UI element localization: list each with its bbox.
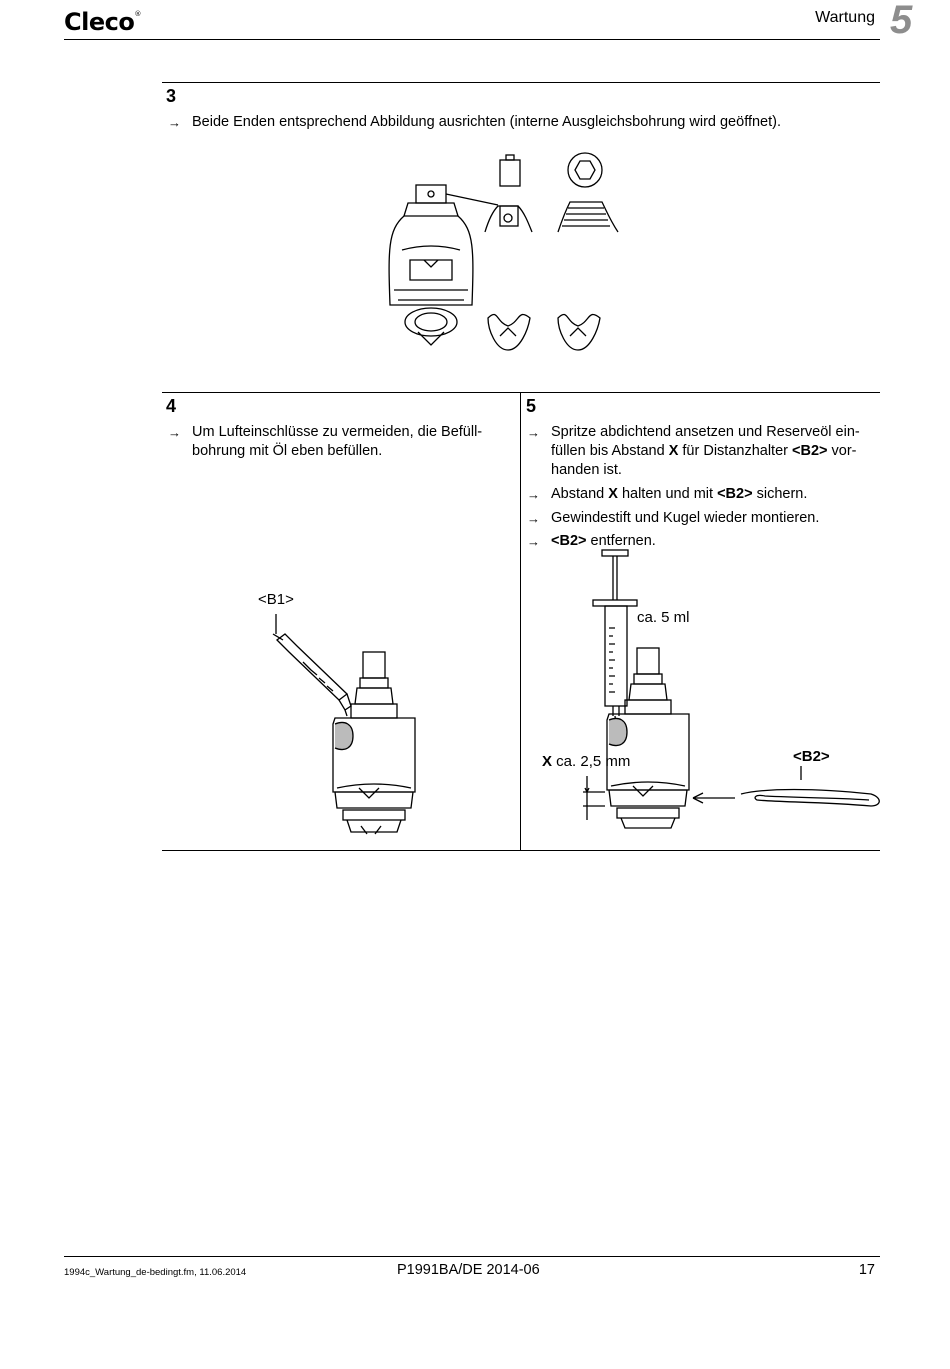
footer-doc-id: P1991BA/DE 2014-06 bbox=[397, 1262, 540, 1278]
step5-item2-a: Abstand bbox=[551, 486, 609, 502]
registered-mark: ® bbox=[134, 10, 141, 18]
step5-item1-line1: Spritze abdichtend ansetzen und Reserveöl ein- bbox=[551, 424, 860, 440]
step5-item1-b2: <B2> bbox=[792, 443, 828, 459]
step5-item2-c: sichern. bbox=[752, 486, 808, 502]
step4-text-line2: bohrung mit Öl eben befüllen. bbox=[192, 443, 383, 459]
step3-item bbox=[162, 113, 781, 132]
step4-text-line1: Um Lufteinschlüsse zu vermeiden, die Befüll- bbox=[192, 424, 483, 440]
step45-bottom-rule bbox=[162, 850, 880, 851]
step4-illustration bbox=[265, 612, 425, 842]
step5-item1-line3: handen ist. bbox=[551, 462, 622, 478]
brand-name: Cleco bbox=[64, 8, 135, 36]
chapter-number: 5 bbox=[890, 0, 913, 42]
step45-top-rule bbox=[162, 392, 880, 393]
step5-item4-a: entfernen. bbox=[586, 533, 656, 549]
step5-item1-line2b: für Distanzhalter bbox=[678, 443, 793, 459]
arrow-icon: → bbox=[527, 534, 540, 549]
step4-number: 4 bbox=[166, 396, 177, 416]
page-number: 17 bbox=[858, 1262, 875, 1278]
volume-label: ca. 5 ml bbox=[637, 609, 690, 626]
footer-rule bbox=[64, 1256, 880, 1257]
step5-item2-b2: <B2> bbox=[717, 486, 753, 502]
step5-item4-b2: <B2> bbox=[551, 533, 587, 549]
step5-illustration bbox=[575, 548, 885, 838]
step5-item-2 bbox=[521, 485, 807, 504]
arrow-icon: → bbox=[527, 511, 540, 526]
arrow-icon: → bbox=[527, 425, 540, 440]
arrow-icon: → bbox=[168, 425, 181, 440]
header-rule bbox=[64, 39, 880, 40]
step5-number: 5 bbox=[526, 396, 537, 416]
step5-item-1 bbox=[521, 423, 911, 480]
step4-item bbox=[162, 423, 482, 461]
section-title: Wartung bbox=[815, 9, 875, 26]
step3-text: Beide Enden entsprechend Abbildung ausrichten (interne Ausgleichsbohrung wird geöffnet). bbox=[192, 114, 781, 130]
arrow-icon: → bbox=[168, 115, 181, 130]
figure-label-b2: <B2> bbox=[793, 748, 830, 765]
step5-item-3 bbox=[521, 509, 819, 528]
figure-label-b1: <B1> bbox=[258, 591, 294, 608]
step5-item1-line2a: füllen bis Abstand bbox=[551, 443, 669, 459]
arrow-icon: → bbox=[527, 487, 540, 502]
step3-illustration bbox=[380, 150, 630, 360]
distance-text: ca. 2,5 mm bbox=[552, 753, 631, 770]
step5-item2-x: X bbox=[608, 486, 618, 502]
step3-top-rule bbox=[162, 82, 880, 83]
step5-item3-a: Gewindestift und Kugel wieder montieren. bbox=[551, 510, 820, 526]
distance-x: X bbox=[542, 753, 553, 770]
step5-item2-b: halten und mit bbox=[617, 486, 718, 502]
step3-number: 3 bbox=[166, 86, 177, 106]
step5-item1-line2c: vor- bbox=[827, 443, 857, 459]
step5-item1-x: X bbox=[668, 443, 679, 459]
cleco-logo bbox=[64, 8, 141, 36]
footer-file: 1994c_Wartung_de-bedingt.fm, 11.06.2014 bbox=[64, 1267, 247, 1278]
